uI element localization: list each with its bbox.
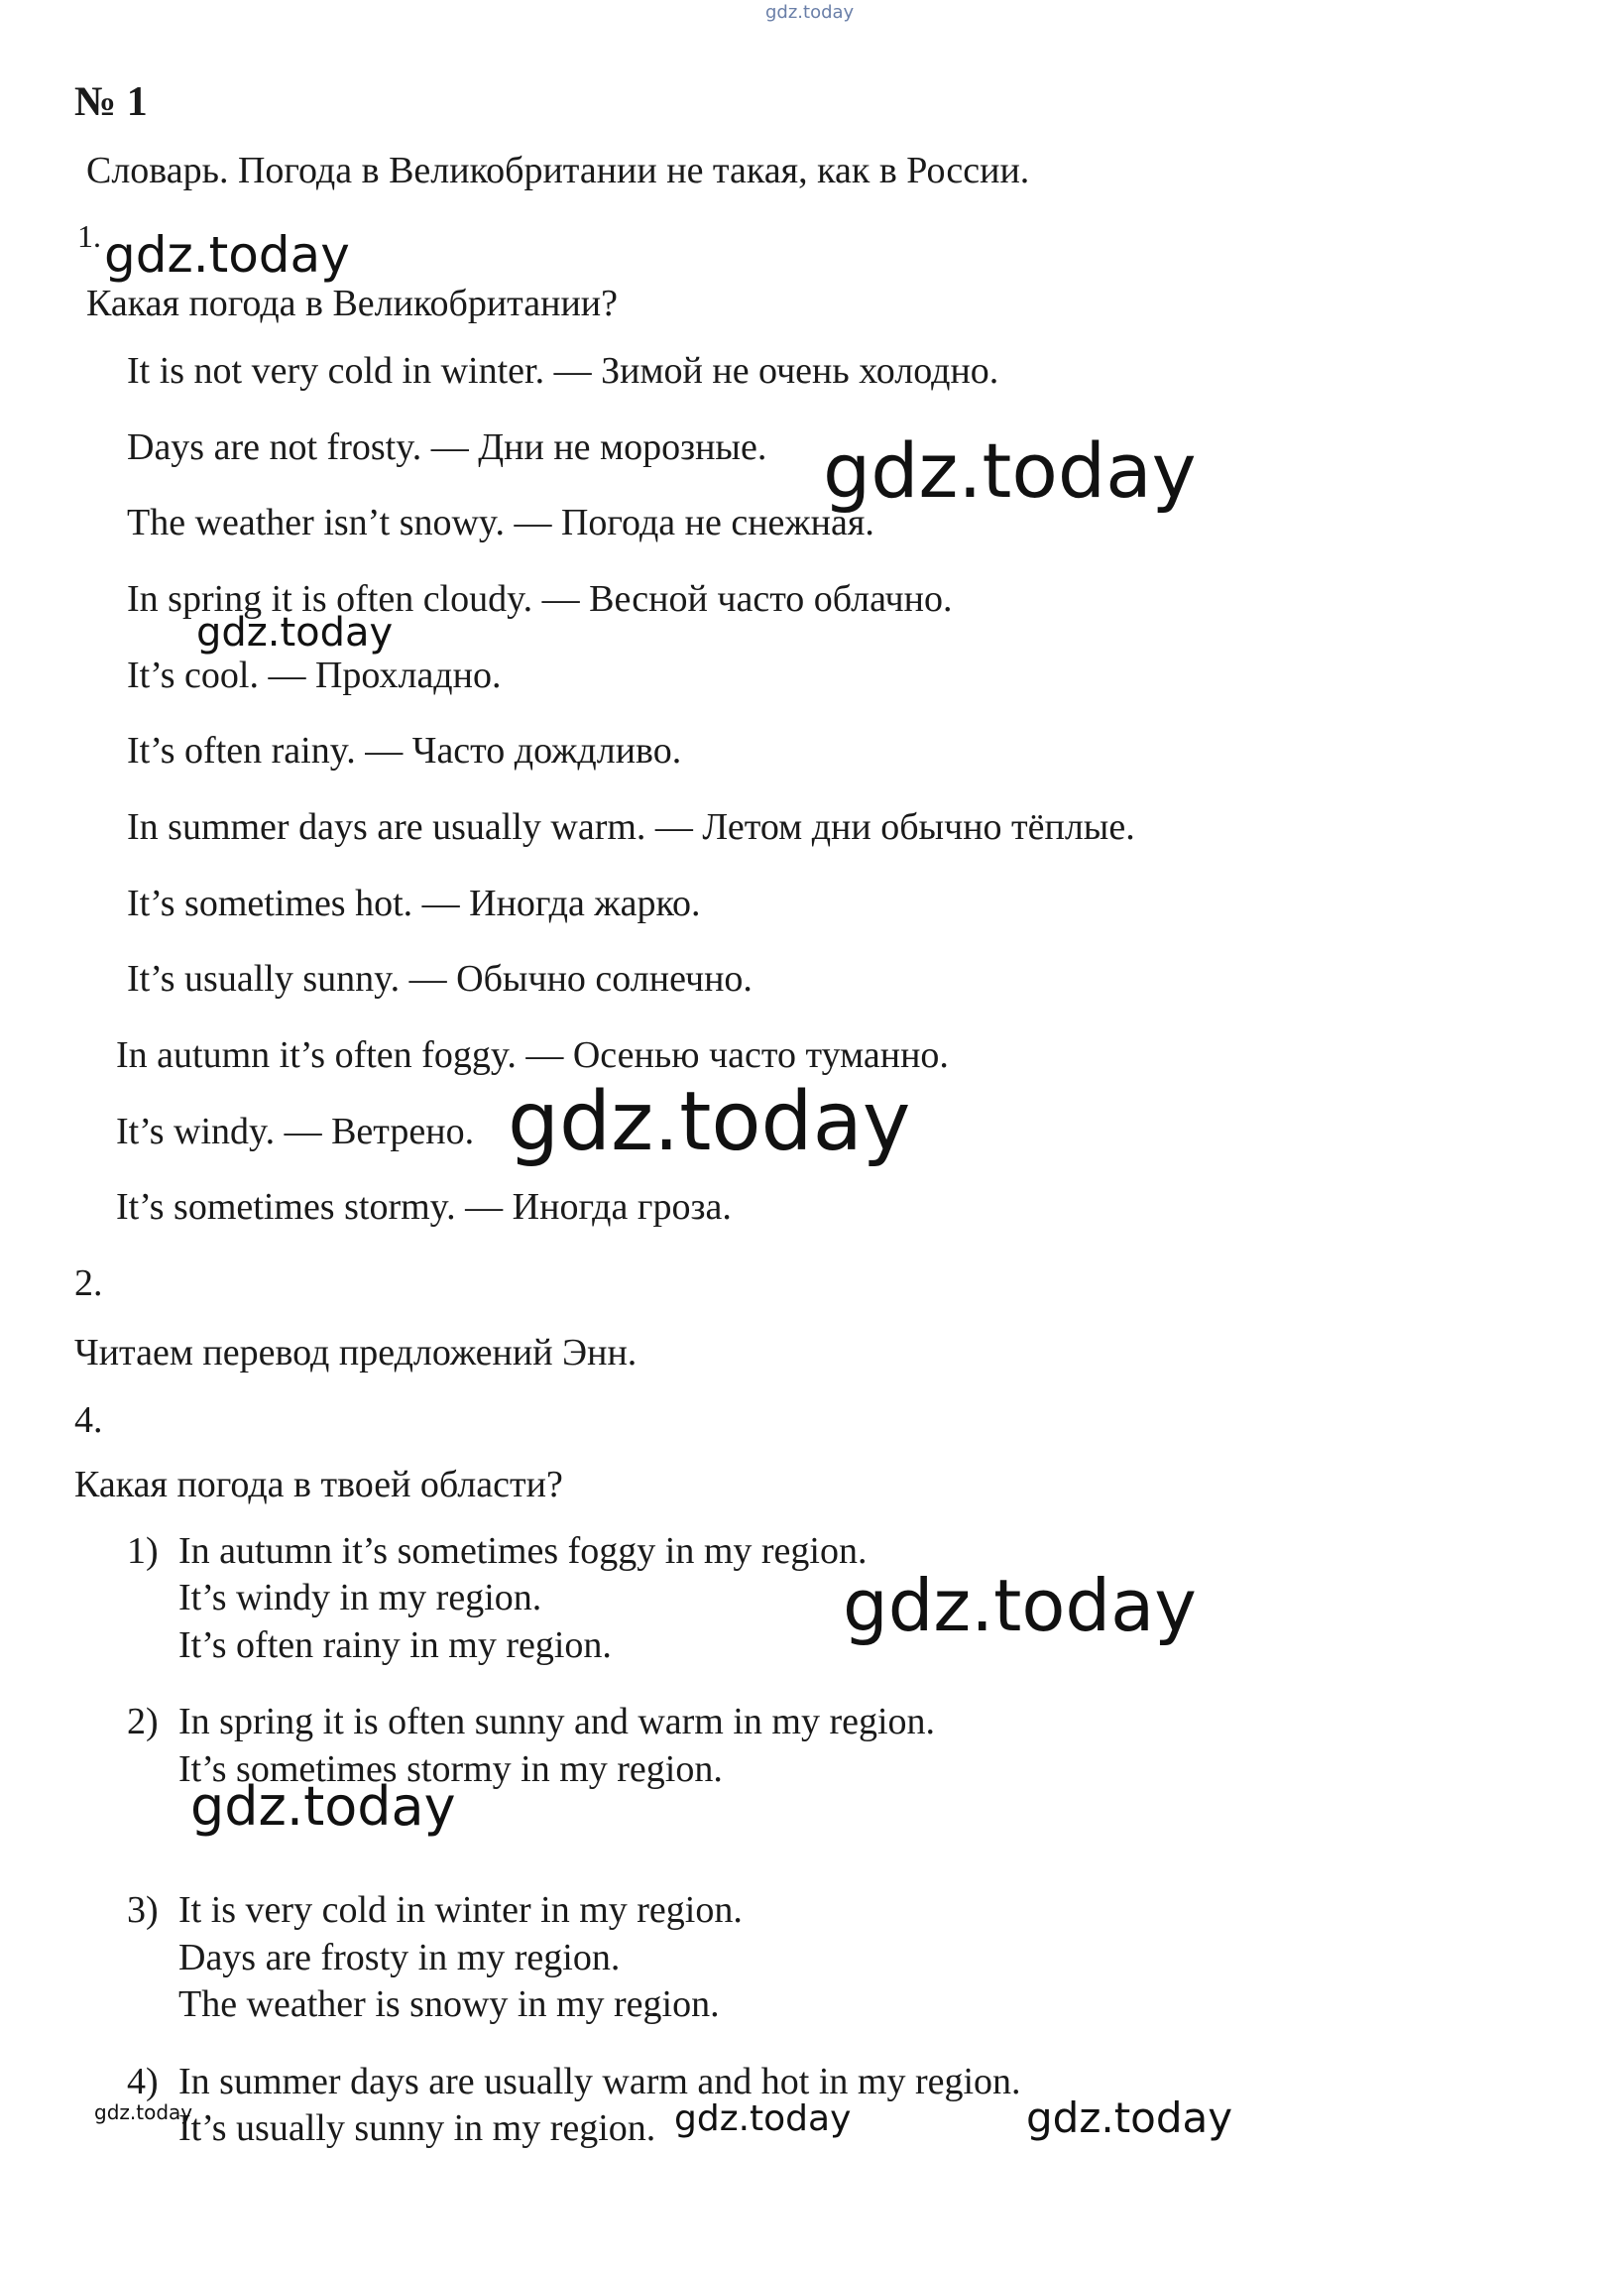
- item-1-line-2: It’s windy in my region.: [178, 1577, 542, 1618]
- item-3-line-3: The weather is snowy in my region.: [178, 1983, 720, 2025]
- line-6: It’s often rainy. — Часто дождливо.: [127, 730, 682, 772]
- item-3-line-2: Days are frosty in my region.: [178, 1937, 621, 1978]
- item-1-line-1: In autumn it’s sometimes foggy in my region.: [178, 1530, 868, 1572]
- exercise-title: № 1: [74, 79, 148, 125]
- item-2-line-2: It’s sometimes stormy in my region.: [178, 1748, 723, 1790]
- line-10: In autumn it’s often foggy. — Осенью часто туманно.: [116, 1034, 949, 1076]
- watermark-9: gdz.today: [1026, 2093, 1233, 2142]
- section2-number: 2.: [74, 1262, 103, 1304]
- line-7: In summer days are usually warm. — Летом дни обычно тёплые.: [127, 806, 1135, 848]
- line-8: It’s sometimes hot. — Иногда жарко.: [127, 883, 701, 924]
- line-1: It is not very cold in winter. — Зимой не очень холодно.: [127, 350, 999, 392]
- line-9: It’s usually sunny. — Обычно солнечно.: [127, 958, 753, 1000]
- line-2: Days are not frosty. — Дни не морозные.: [127, 426, 767, 468]
- item-4-line-1: In summer days are usually warm and hot in my region.: [178, 2061, 1021, 2102]
- line-4: In spring it is often cloudy. — Весной часто облачно.: [127, 578, 953, 620]
- item-4-line-2: It’s usually sunny in my region.: [178, 2107, 656, 2149]
- watermark-top: gdz.today: [765, 2, 855, 23]
- section4-heading: Какая погода в твоей области?: [74, 1464, 563, 1505]
- watermark-3: gdz.today: [196, 610, 394, 656]
- item-2-marker: 2): [127, 1701, 159, 1742]
- line-11: It’s windy. — Ветрено.: [116, 1111, 475, 1152]
- watermark-4: gdz.today: [508, 1075, 911, 1169]
- line-12: It’s sometimes stormy. — Иногда гроза.: [116, 1186, 732, 1228]
- section1-heading: Какая погода в Великобритании?: [86, 283, 618, 324]
- watermark-6: gdz.today: [190, 1775, 456, 1838]
- line-5: It’s cool. — Прохладно.: [127, 655, 502, 696]
- line-3: The weather isn’t snowy. — Погода не снежная.: [127, 502, 874, 543]
- section4-number: 4.: [74, 1399, 103, 1441]
- section1-number: 1.: [77, 218, 101, 254]
- watermark-7: gdz.today: [94, 2100, 193, 2124]
- intro-text: Словарь. Погода в Великобритании не такая, как в России.: [86, 150, 1030, 191]
- item-3-marker: 3): [127, 1889, 159, 1931]
- item-4-marker: 4): [127, 2061, 159, 2102]
- item-1-marker: 1): [127, 1530, 159, 1572]
- item-2-line-1: In spring it is often sunny and warm in my region.: [178, 1701, 936, 1742]
- section2-text: Читаем перевод предложений Энн.: [74, 1332, 638, 1374]
- item-1-line-3: It’s often rainy in my region.: [178, 1624, 612, 1666]
- watermark-2: gdz.today: [823, 426, 1197, 515]
- item-3-line-1: It is very cold in winter in my region.: [178, 1889, 743, 1931]
- watermark-1: gdz.today: [104, 226, 350, 284]
- watermark-5: gdz.today: [843, 1564, 1197, 1647]
- watermark-8: gdz.today: [674, 2098, 852, 2139]
